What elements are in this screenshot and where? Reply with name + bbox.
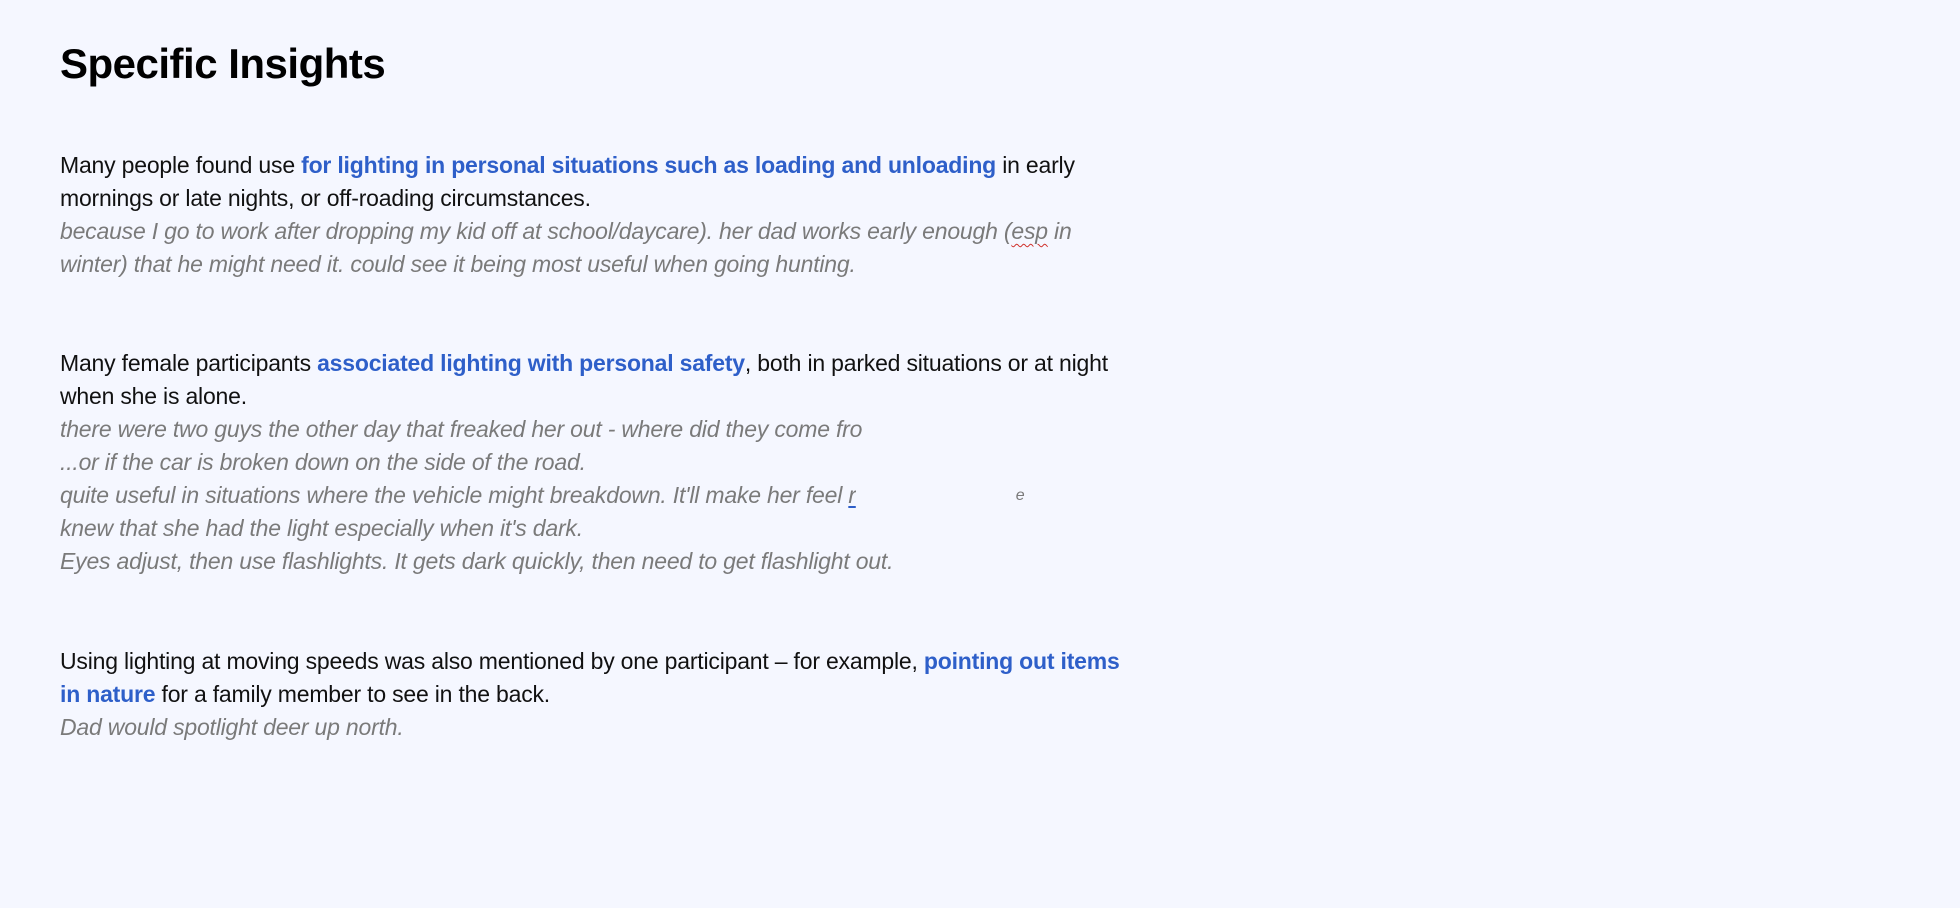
participant-quotes bbox=[60, 215, 1130, 281]
obscured-tail-text: e bbox=[1015, 487, 1025, 504]
insight-statement bbox=[60, 149, 1130, 215]
participant-quote: quite useful in situations where the vehicle might breakdown. It'll make her feel r $^e$ bbox=[60, 482, 1025, 508]
participant-quote: Eyes adjust, then use flashlights. It gets dark quickly, then need to get flashlight out. bbox=[60, 548, 894, 574]
document-page bbox=[60, 36, 1130, 740]
statement-text: Many female participants bbox=[60, 350, 318, 376]
highlighted-phrase: associated lighting with personal safety bbox=[317, 350, 745, 376]
statement-text: in early mornings or late nights, or off-roading circumstances. bbox=[60, 152, 1075, 211]
insight-statement bbox=[60, 347, 1130, 413]
highlighted-phrase: pointing out items in nature bbox=[60, 648, 1120, 707]
statement-text: for a family member to see in the back. bbox=[155, 681, 550, 707]
highlighted-phrase: for lighting in personal situations such as loading and unloading bbox=[301, 152, 997, 178]
participant-quote-continued: knew that she had the light especially when it's dark. bbox=[60, 515, 583, 541]
participant-quotes bbox=[60, 413, 1130, 578]
insight-block-1 bbox=[60, 149, 1130, 281]
participant-quote: there were two guys the other day that freaked her out - where did they come fro bbox=[60, 416, 863, 442]
participant-quote: because I go to work after dropping my kid off at school/daycare). her dad works early enough (esp in winter) that he might need it. could see it being most useful when going hunting. bbox=[60, 218, 1072, 277]
participant-quote: Dad would spotlight deer up north. bbox=[60, 714, 404, 740]
participant-quote: ...or if the car is broken down on the side of the road. bbox=[60, 449, 586, 475]
linked-text[interactable]: r bbox=[848, 482, 856, 508]
participant-quotes bbox=[60, 711, 1130, 744]
obscured-region bbox=[856, 484, 1016, 510]
statement-text: , both in parked situations or at night when she is alone. bbox=[60, 350, 1108, 409]
insight-statement bbox=[60, 645, 1130, 711]
insight-block-2 bbox=[60, 347, 1130, 578]
statement-text: Using lighting at moving speeds was also mentioned by one participant – for example, bbox=[60, 648, 924, 674]
spellcheck-flagged-word[interactable]: esp bbox=[1011, 218, 1048, 244]
page-title: Specific Insights bbox=[60, 40, 386, 87]
insight-block-3 bbox=[60, 645, 1130, 744]
statement-text: Many people found use bbox=[60, 152, 302, 178]
